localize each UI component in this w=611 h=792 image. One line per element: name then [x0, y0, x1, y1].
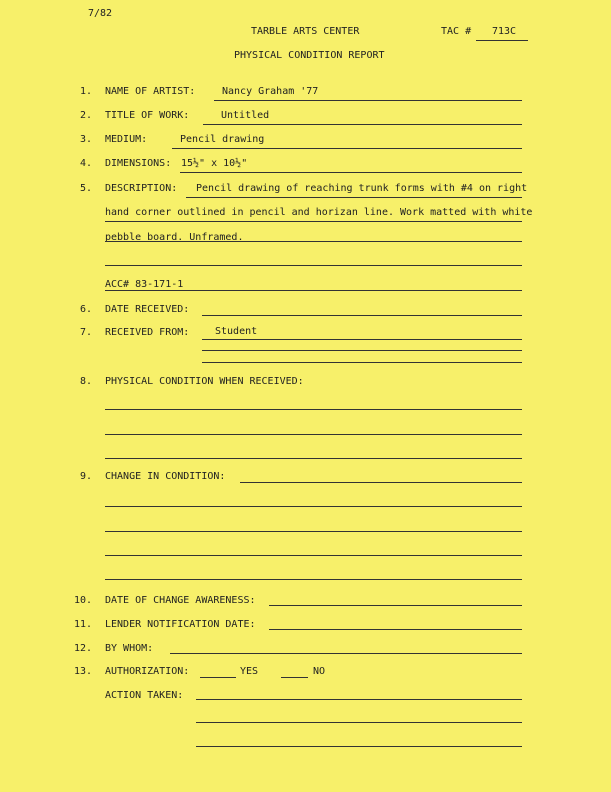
action-taken-line-1 [196, 699, 522, 700]
title-value: Untitled [221, 110, 270, 121]
item-number: 2. [79, 110, 92, 121]
item-number: 12. [73, 643, 92, 654]
title-line [203, 124, 522, 125]
tac-label: TAC # [441, 26, 472, 37]
description-label: DESCRIPTION: [105, 183, 178, 194]
lender-notification-label: LENDER NOTIFICATION DATE: [105, 619, 256, 630]
artist-line [214, 100, 522, 101]
lender-notification-line [269, 629, 522, 630]
physical-condition-line-3 [105, 458, 522, 459]
date-received-label: DATE RECEIVED: [105, 304, 190, 315]
yes-blank [200, 677, 236, 678]
action-taken-label: ACTION TAKEN: [105, 690, 184, 701]
physical-condition-label: PHYSICAL CONDITION WHEN RECEIVED: [105, 376, 304, 387]
physical-condition-line-2 [105, 434, 522, 435]
medium-line [172, 148, 522, 149]
item-number: 8. [79, 376, 92, 387]
item-number: 5. [79, 183, 92, 194]
authorization-label: AUTHORIZATION: [105, 666, 190, 677]
change-line-5 [105, 579, 522, 580]
acc-line [105, 290, 522, 291]
physical-condition-line-1 [105, 409, 522, 410]
description-line-2: hand corner outlined in pencil and horizan line. Work matted with white [105, 207, 533, 218]
date-change-awareness-label: DATE OF CHANGE AWARENESS: [105, 595, 256, 606]
dimensions-value: 15½" x 10½" [181, 158, 248, 169]
change-line-3 [105, 531, 522, 532]
item-number: 3. [79, 134, 92, 145]
change-line-4 [105, 555, 522, 556]
description-underline-3 [105, 241, 522, 242]
description-underline-2 [105, 221, 522, 222]
change-line-1 [240, 482, 522, 483]
description-line-3: pebble board. Unframed. [105, 232, 244, 243]
item-number: 7. [79, 327, 92, 338]
by-whom-line [170, 653, 522, 654]
item-number: 4. [79, 158, 92, 169]
action-taken-line-2 [196, 722, 522, 723]
change-line-2 [105, 506, 522, 507]
description-underline-4 [105, 265, 522, 266]
received-from-line-3 [202, 362, 522, 363]
item-number: 10. [73, 595, 92, 606]
no-blank [281, 677, 308, 678]
medium-value: Pencil drawing [180, 134, 265, 145]
dimensions-label: DIMENSIONS: [105, 158, 172, 169]
title-label: TITLE OF WORK: [105, 110, 190, 121]
date-change-awareness-line [269, 605, 522, 606]
item-number: 1. [79, 86, 92, 97]
report-title: PHYSICAL CONDITION REPORT [234, 50, 385, 61]
description-underline-1 [186, 197, 522, 198]
description-line-1: Pencil drawing of reaching trunk forms with #4 on right [196, 183, 528, 194]
action-taken-line-3 [196, 746, 522, 747]
dimensions-line [180, 172, 522, 173]
item-number: 13. [73, 666, 92, 677]
tac-underline [476, 40, 528, 41]
change-in-condition-label: CHANGE IN CONDITION: [105, 471, 226, 482]
tac-value: 713C [492, 26, 517, 37]
center-name: TARBLE ARTS CENTER [251, 26, 360, 37]
date-received-line [202, 315, 522, 316]
medium-label: MEDIUM: [105, 134, 148, 145]
item-number: 6. [79, 304, 92, 315]
item-number: 9. [79, 471, 92, 482]
received-from-line-2 [202, 350, 522, 351]
artist-value: Nancy Graham '77 [222, 86, 319, 97]
date-code: 7/82 [88, 8, 113, 19]
received-from-line-1 [202, 339, 522, 340]
by-whom-label: BY WHOM: [105, 643, 154, 654]
yes-option: YES [240, 666, 259, 677]
acc-number: ACC# 83-171-1 [105, 279, 184, 290]
received-from-label: RECEIVED FROM: [105, 327, 190, 338]
artist-label: NAME OF ARTIST: [105, 86, 196, 97]
item-number: 11. [73, 619, 92, 630]
no-option: NO [313, 666, 326, 677]
received-from-value: Student [215, 326, 258, 337]
